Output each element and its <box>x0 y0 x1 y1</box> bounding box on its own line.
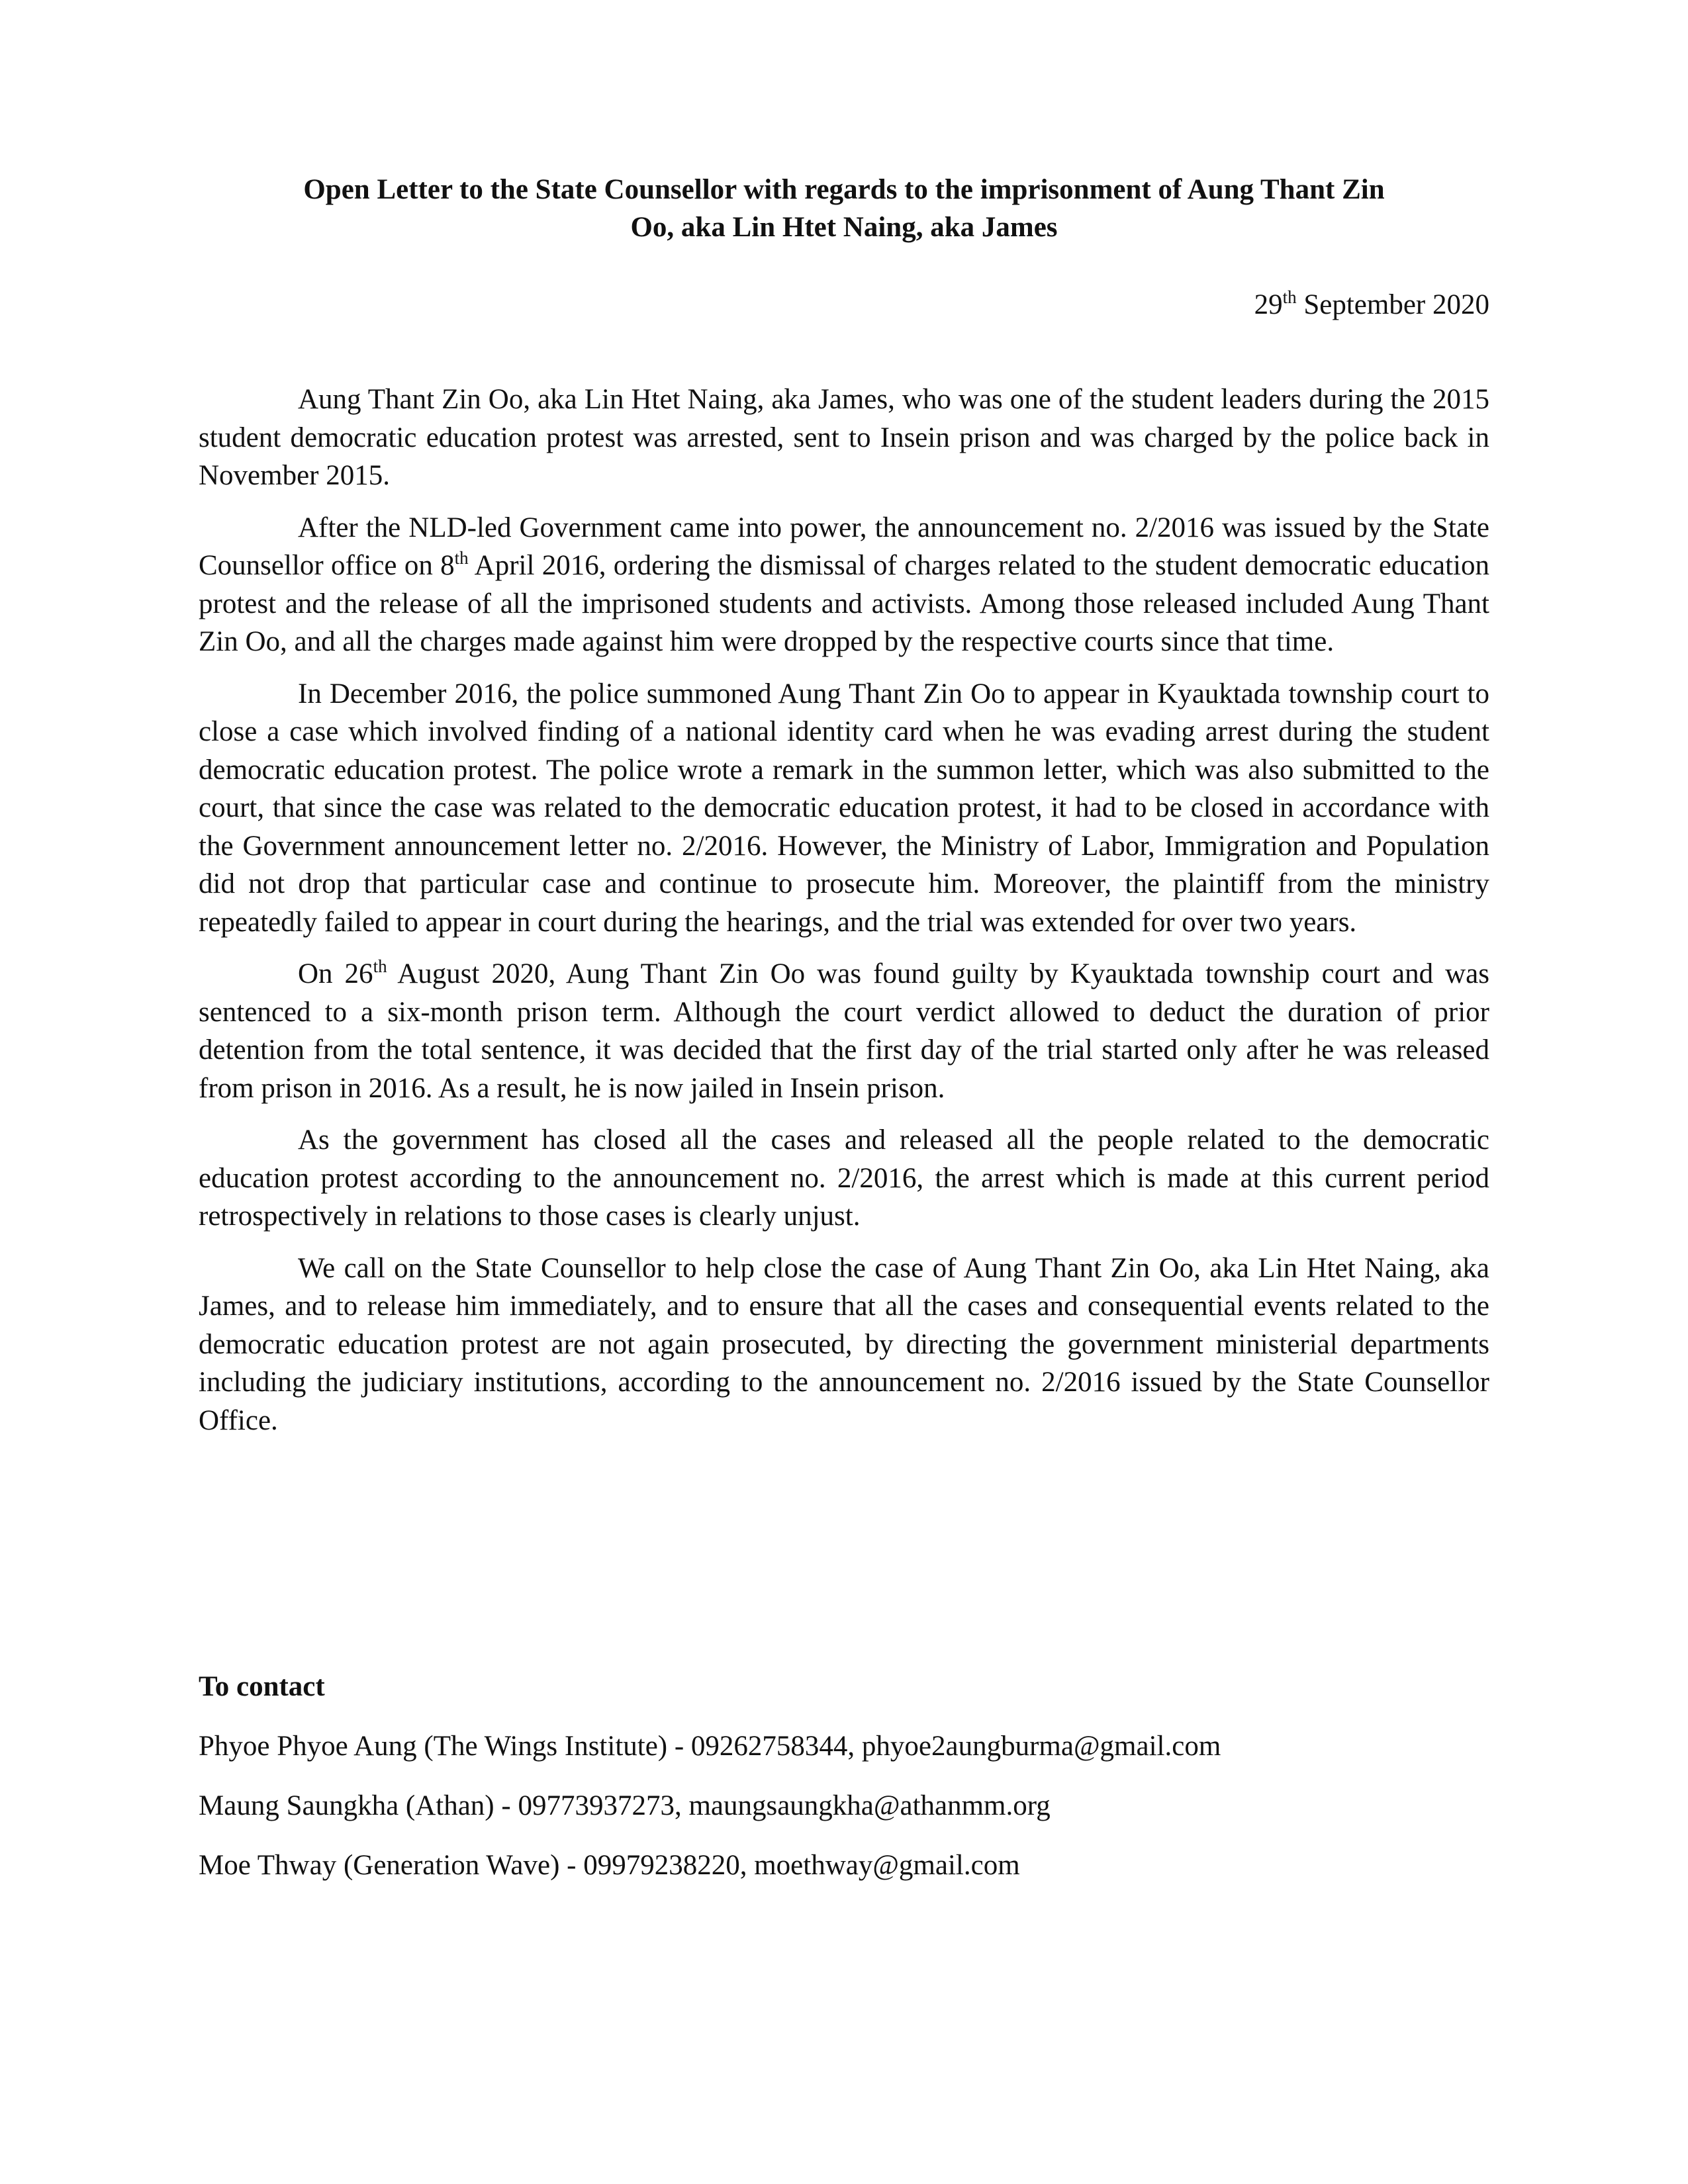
paragraph-arrest: Aung Thant Zin Oo, aka Lin Htet Naing, aka James, who was one of the student leaders during the 2015 student democratic education protest was arrested, sent to Insein prison and was charged by the police back in November 2015. <box>199 384 1489 491</box>
paragraph-verdict-text-1: On 26 <box>298 958 373 989</box>
letter-body <box>199 381 1489 1453</box>
contact-heading: To contact <box>199 1671 325 1702</box>
paragraph-announcement <box>199 509 1489 661</box>
title-line-2: Oo, aka Lin Htet Naing, aka James <box>630 212 1058 243</box>
title-line-1: Open Letter to the State Counsellor with regards to the imprisonment of Aung Thant Zin <box>303 174 1385 205</box>
paragraph-verdict-text-2: August 2020, Aung Thant Zin Oo was found guilty by Kyauktada township court and was sentenced to a six-month prison term. Although the court verdict allowed to deduct the duration of prior detention from the total sentence, it was decided that the first day of the trial started only after he was released from prison in 2016. As a result, he is now jailed in Insein prison. <box>199 958 1489 1104</box>
paragraph-unjust: As the government has closed all the cases and released all the people related to the democratic education protest according to the announcement no. 2/2016, the arrest which is made at this current period retrospectively in relations to those cases is clearly unjust. <box>199 1124 1489 1232</box>
contact-line-moe-thway: Moe Thway (Generation Wave) - 09979238220, moethway@gmail.com <box>199 1850 1020 1881</box>
date-month-year: September 2020 <box>1296 289 1489 320</box>
contact-line-phyoe-phyoe-aung: Phyoe Phyoe Aung (The Wings Institute) - 09262758344, phyoe2aungburma@gmail.com <box>199 1731 1221 1762</box>
letter-title <box>199 171 1489 246</box>
paragraph-verdict <box>199 955 1489 1107</box>
letter-date <box>1254 286 1489 324</box>
date-day: 29 <box>1254 289 1283 320</box>
contact-line-maung-saungkha: Maung Saungkha (Athan) - 09773937273, maungsaungkha@athanmm.org <box>199 1790 1051 1821</box>
date-day-suffix: th <box>1282 287 1297 307</box>
paragraph-summons: In December 2016, the police summoned Aung Thant Zin Oo to appear in Kyauktada township court to close a case which involved finding of a national identity card when he was evading arrest during the student democratic education protest. The police wrote a remark in the summon letter, which was also submitted to the court, that since the case was related to the democratic education protest, it had to be closed in accordance with the Government announcement letter no. 2/2016. However, the Ministry of Labor, Immigration and Population did not drop that particular case and continue to prosecute him. Moreover, the plaintiff from the ministry repeatedly failed to appear in court during the hearings, and the trial was extended for over two years. <box>199 678 1489 938</box>
paragraph-announcement-text-1: After the NLD-led Government came into power, the announcement no. 2/2016 was issued by the State Counsellor office on 8 <box>199 512 1489 581</box>
paragraph-announcement-text-2: April 2016, ordering the dismissal of charges related to the student democratic education protest and the release of all the imprisoned students and activists. Among those released included Aung Thant Zin Oo, and all the charges made against him were dropped by the respective courts since that time. <box>199 550 1489 657</box>
paragraph-call: We call on the State Counsellor to help close the case of Aung Thant Zin Oo, aka Lin Htet Naing, aka James, and to release him immediately, and to ensure that all the cases and consequential events related to the democratic education protest are not again prosecuted, by directing the government ministerial departments including the judiciary institutions, according to the announcement no. 2/2016 issued by the State Counsellor Office. <box>199 1252 1489 1436</box>
contact-section <box>199 1668 1489 1906</box>
paragraph-verdict-sup: th <box>373 956 387 976</box>
paragraph-announcement-sup: th <box>454 548 469 568</box>
